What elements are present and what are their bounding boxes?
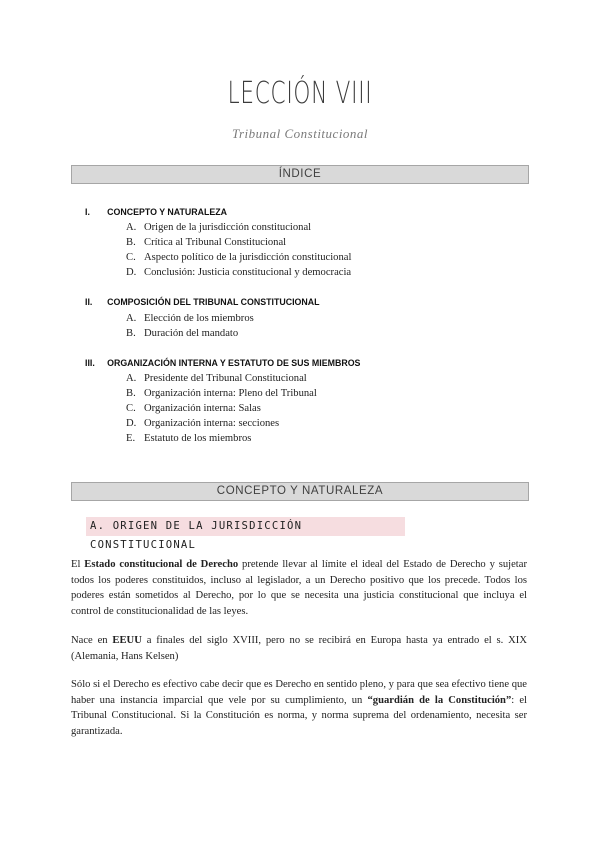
section-number: III. [85,358,95,369]
item-text: Organización interna: Pleno del Tribunal [144,388,317,399]
item-letter: D. [126,418,137,429]
index-section-2 [85,297,320,308]
paragraph-text: pretende llevar al límite el ideal del Estado de Derecho y sujetar todos los poderes constituidos, incluso al legislador, a un Derecho positivo que los precede. Todos los poderes están sometidos al Derecho, por lo que se necesita una justicia constitucional que incluya el control de constitucionalidad de las leyes. [71,559,527,617]
item-letter: C. [126,252,136,263]
item-text: Origen de la jurisdicción constitucional [144,222,312,233]
index-item [126,252,351,263]
item-text: Presidente del Tribunal Constitucional [144,373,307,384]
paragraph-2 [71,633,527,664]
section-title: ORGANIZACIÓN INTERNA Y ESTATUTO DE SUS MIEMBROS [107,358,361,369]
item-text: Elección de los miembros [144,313,254,324]
paragraph-text: Sólo si el Derecho es efectivo cabe decir que es Derecho en sentido pleno, y para que sea efectivo tiene que haber una instancia imparcial que vele por su cumplimiento, un [71,679,527,706]
section-title: COMPOSICIÓN DEL TRIBUNAL CONSTITUCIONAL [107,297,320,308]
item-letter: D. [126,267,137,278]
item-text: Organización interna: secciones [144,418,280,429]
index-section-1 [85,207,227,218]
item-text: Duración del mandato [144,328,239,339]
index-section-3 [85,358,360,369]
item-text: Conclusión: Justicia constitucional y democracia [144,267,352,278]
item-letter: C. [126,403,136,414]
index-item [126,313,254,324]
paragraph-1 [71,557,527,619]
index-item [126,388,317,399]
index-item [126,418,279,429]
index-item [126,222,311,233]
item-letter: E. [126,433,136,444]
index-bar: ÍNDICE [71,165,529,184]
index-item [126,328,238,339]
section-title: CONCEPTO Y NATURALEZA [107,207,228,218]
paragraph-text: : el Tribunal Constitucional. Si la Constitución es norma, y norma suprema del ordenamiento, necesita ser garantizada. [71,694,527,737]
item-text: Organización interna: Salas [144,403,261,414]
paragraph-text: a finales del siglo XVIII, pero no se recibirá en Europa hasta ya entrado el s. XIX (Alemania, Hans Kelsen) [71,635,527,662]
item-text: Aspecto político de la jurisdicción constitucional [144,252,352,263]
lesson-subtitle: Tribunal Constitucional [231,126,369,141]
index-item [126,237,286,248]
bold-term: Estado constitucional de Derecho [84,559,239,570]
paragraph-3 [71,677,527,739]
index-item [126,267,351,278]
paragraph-text: Nace en [71,635,113,646]
item-letter: B. [126,328,136,339]
section-number: I. [85,207,90,218]
bold-term: “guardián de la Constitución” [367,694,512,706]
index-item [126,403,261,414]
subsection-heading: A. ORIGEN DE LA JURISDICCIÓN CONSTITUCIONAL [86,517,405,536]
section-number: II. [85,297,93,308]
bold-term: EEUU [112,635,142,646]
item-text: Crítica al Tribunal Constitucional [144,237,287,248]
concept-bar: CONCEPTO Y NATURALEZA [71,482,529,501]
item-text: Estatuto de los miembros [144,433,252,444]
paragraph-text: El [71,559,85,570]
item-letter: B. [126,237,136,248]
index-item [126,433,251,444]
item-letter: A. [126,373,137,384]
item-letter: B. [126,388,136,399]
index-item [126,373,307,384]
item-letter: A. [126,222,137,233]
item-letter: A. [126,313,137,324]
lesson-title: LECCIÓN VIII [227,76,373,111]
